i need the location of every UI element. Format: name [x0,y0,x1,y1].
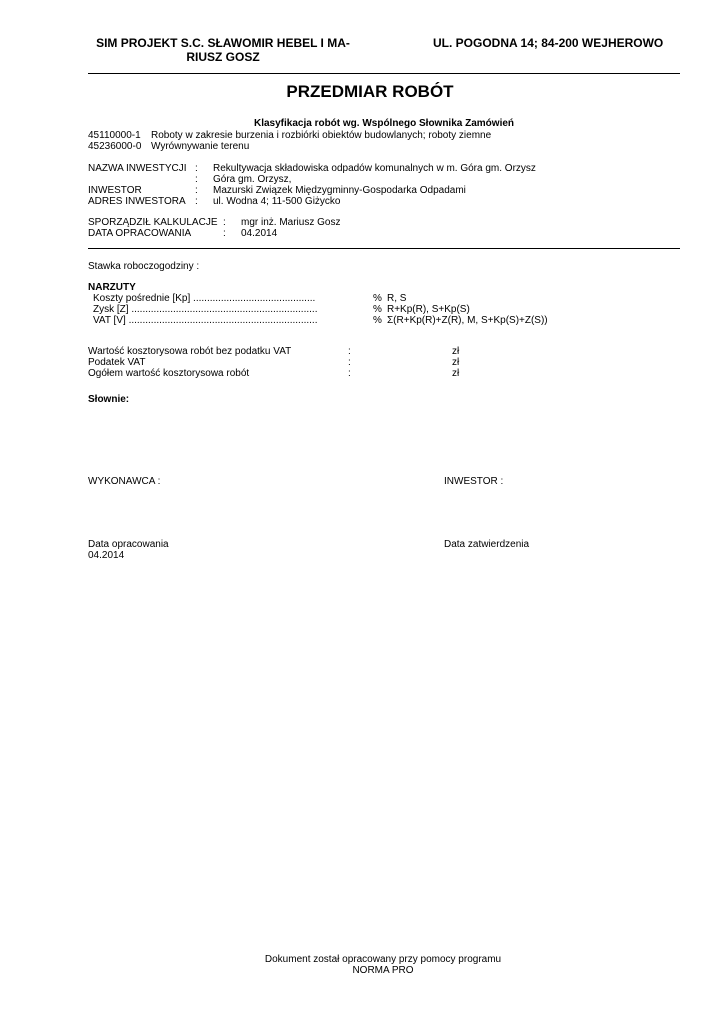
surcharge-formula: R+Kp(R), S+Kp(S) [387,304,470,315]
value-label: Podatek VAT [88,357,146,368]
investment-location-value: Góra gm. Orzysz, [213,174,292,185]
company-name-line2: RIUSZ GOSZ [186,50,260,64]
colon: : [195,163,198,174]
surcharges-heading: NARZUTY [88,282,136,293]
surcharge-label: VAT [V] .................................................................... [93,315,318,326]
classification-desc: Roboty w zakresie burzenia i rozbiórki obiektów budowlanych; roboty ziemne [151,130,492,141]
value-unit: zł [452,346,460,357]
surcharge-label: Zysk [Z] ................................................................... [93,304,318,315]
footer-line2: NORMA PRO [352,965,414,976]
investor-label: INWESTOR [88,185,142,196]
investment-name-value: Rekultywacja składowiska odpadów komunalnych w m. Góra gm. Orzysz [213,163,536,174]
approve-date-label: Data zatwierdzenia [444,539,530,550]
investor-address-label: ADRES INWESTORA [88,196,186,207]
footer-line1: Dokument został opracowany przy pomocy programu [264,954,502,965]
prepared-by-label: SPORZĄDZIŁ KALKULACJE [88,217,218,228]
colon: : [195,174,198,185]
value-label: Ogółem wartość kosztorysowa robót [88,368,250,379]
company-name-line1: SIM PROJEKT S.C. SŁAWOMIR HEBEL I MA- [96,36,350,50]
prepared-date-value: 04.2014 [241,228,278,239]
colon: : [348,357,351,368]
surcharge-formula: R, S [387,293,407,304]
labor-rate-label: Stawka roboczogodziny : [88,261,200,272]
investor-address-value: ul. Wodna 4; 11-500 Giżycko [213,196,341,207]
words-label: Słownie: [88,394,130,405]
header-divider [88,73,680,74]
value-unit: zł [452,357,460,368]
colon: : [223,228,226,239]
colon: : [223,217,226,228]
prep-date-value: 04.2014 [88,550,125,561]
contractor-label: WYKONAWCA : [88,476,161,487]
classification-desc: Wyrównywanie terenu [151,141,250,152]
value-label: Wartość kosztorysowa robót bez podatku VAT [88,346,292,357]
value-unit: zł [452,368,460,379]
investor-signature-label: INWESTOR : [444,476,504,487]
colon: : [348,368,351,379]
page-title: PRZEDMIAR ROBÓT [286,82,454,101]
company-address: UL. POGODNA 14; 84-200 WEJHEROWO [433,36,664,50]
prepared-by-value: mgr inż. Mariusz Gosz [241,217,341,228]
surcharge-percent: % [373,293,382,304]
classification-code: 45236000-0 [88,141,142,152]
surcharge-percent: % [373,315,382,326]
surcharge-label: Koszty pośrednie [Kp] ............................................ [93,293,316,304]
surcharge-formula: Σ(R+Kp(R)+Z(R), M, S+Kp(S)+Z(S)) [387,315,548,326]
investment-name-label: NAZWA INWESTYCJI [88,163,187,174]
colon: : [195,196,198,207]
surcharge-percent: % [373,304,382,315]
classification-code: 45110000-1 [88,130,141,141]
colon: : [348,346,351,357]
classification-heading: Klasyfikacja robót wg. Wspólnego Słownika Zamówień [253,118,515,129]
colon: : [195,185,198,196]
prep-date-label: Data opracowania [88,539,169,550]
prepared-date-label: DATA OPRACOWANIA [88,228,192,239]
investor-value: Mazurski Związek Międzygminny-Gospodarka Odpadami [213,185,466,196]
section-divider [88,248,680,249]
